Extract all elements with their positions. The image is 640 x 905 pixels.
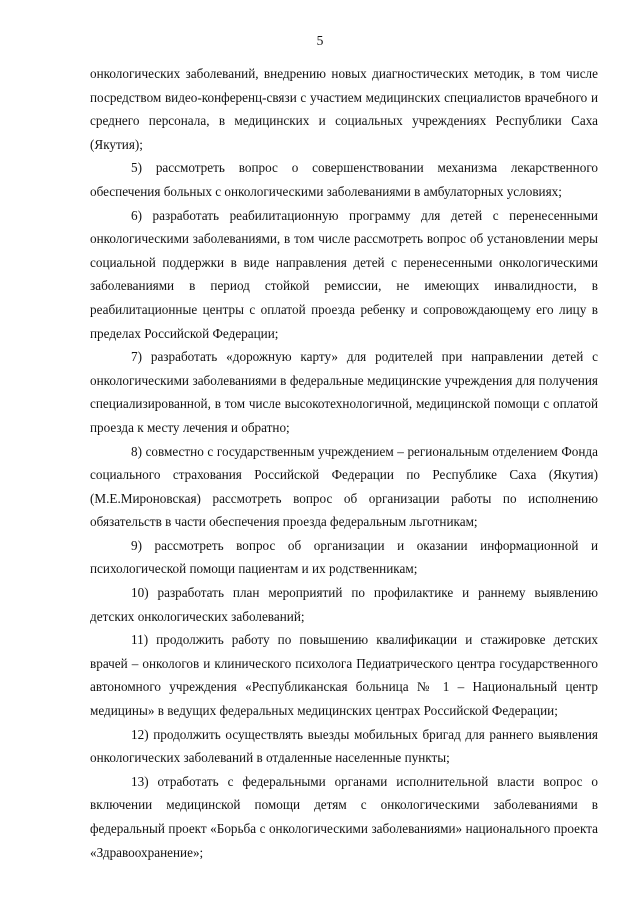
paragraph: 5) рассмотреть вопрос о совершенствовании механизма лекарственного обеспечения больных с онкологическими заболеваниями в амбулаторных условиях;: [90, 160, 598, 199]
paragraph: онкологических заболеваний, внедрению новых диагностических методик, в том числе посредством видео-конференц-связи с участием медицинских специалистов врачебного и среднего персонала, в медицинских и социальных учреждениях Республики Саха (Якутия);: [90, 66, 598, 152]
paragraph: 6) разработать реабилитационную программу для детей с перенесенными онкологическими заболеваниями, в том числе рассмотреть вопрос об установлении меры социальной поддержки в виде направления детей с перенесенными онкологическими заболеваниями в период стойкой ремиссии, не имеющих инвалидности, в реабилитационные центры с оплатой проезда ребенку и сопровождающему его лицу в пределах Российской Федерации;: [90, 207, 598, 341]
paragraph: 7) разработать «дорожную карту» для родителей при направлении детей с онкологическими заболеваниями в федеральные медицинские учреждения для получения специализированной, в том числе высокотехнологичной, медицинской помощи с оплатой проезда к месту лечения и обратно;: [90, 349, 598, 435]
paragraph: 13) отработать с федеральными органами исполнительной власти вопрос о включении медицинской помощи детям с онкологическими заболеваниями в федеральный проект «Борьба с онкологическими заболеваниями» национального проекта «Здравоохранение»;: [90, 773, 598, 860]
document-body: [90, 62, 598, 864]
paragraph: 10) разработать план мероприятий по профилактике и раннему выявлению детских онкологических заболеваний;: [90, 585, 598, 624]
page-number: 5: [316, 33, 324, 48]
paragraph: 9) рассмотреть вопрос об организации и оказании информационной и психологической помощи пациентам и их родственникам;: [90, 537, 598, 577]
paragraph: 12) продолжить осуществлять выезды мобильных бригад для раннего выявления онкологических заболеваний в отдаленные населенные пункты;: [90, 726, 598, 766]
paragraph: 11) продолжить работу по повышению квалификации и стажировке детских врачей – онкологов и клинического психолога Педиатрического центра государственного автономного учреждения «Республиканская больница № 1 – Национальный центр медицины» в ведущих федеральных медицинских центрах Российской Федерации;: [90, 632, 598, 719]
paragraph: 8) совместно с государственным учреждением – региональным отделением Фонда социального страхования Российской Федерации по Республике Саха (Якутия) (М.Е.Мироновская) рассмотреть вопрос об организации работы по исполнению обязательств в части обеспечения проезда федеральным льготникам;: [90, 443, 598, 530]
